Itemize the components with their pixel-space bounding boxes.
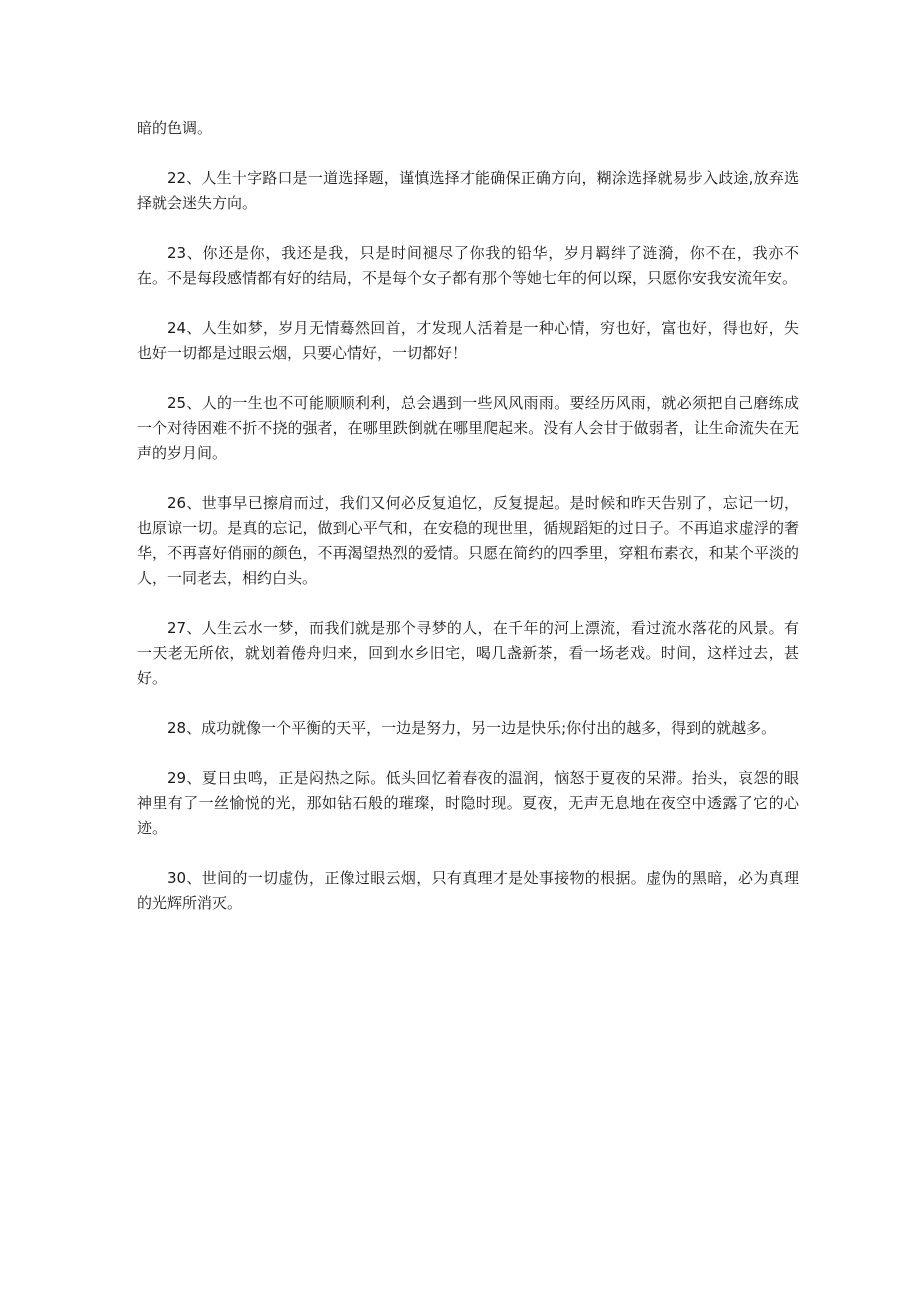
paragraph-25: 25、人的一生也不可能顺顺利利，总会遇到一些风风雨雨。要经历风雨，就必须把自己磨练成一个对待困难不折不挠的强者，在哪里跌倒就在哪里爬起来。没有人会甘于做弱者，让生命流失在无声的岁月间。 (137, 394, 799, 462)
paragraph-27: 27、人生云水一梦，而我们就是那个寻梦的人，在千年的河上漂流，看过流水落花的风景。有一天老无所依，就划着倦舟归来，回到水乡旧宅，喝几盏新茶，看一场老戏。时间，这样过去，甚好。 (137, 619, 799, 687)
paragraph-24: 24、人生如梦，岁月无情蓦然回首，才发现人活着是一种心情，穷也好，富也好，得也好，失也好一切都是过眼云烟，只要心情好，一切都好！ (137, 319, 799, 362)
paragraph-22: 22、人生十字路口是一道选择题，谨慎选择才能确保正确方向，糊涂选择就易步入歧途,放弃选择就会迷失方向。 (137, 169, 799, 212)
paragraph-26: 26、世事早已擦肩而过，我们又何必反复追忆，反复提起。是时候和昨天告别了，忘记一切，也原谅一切。是真的忘记，做到心平气和，在安稳的现世里，循规蹈矩的过日子。不再追求虚浮的奢华，不再喜好俏丽的颜色，不再渴望热烈的爱情。只愿在简约的四季里，穿粗布素衣，和某个平淡的人，一同老去，相约白头。 (137, 494, 799, 587)
paragraph-30: 30、世间的一切虚伪，正像过眼云烟，只有真理才是处事接物的根据。虚伪的黑暗，必为真理的光辉所消灭。 (137, 869, 799, 912)
paragraph-23: 23、你还是你，我还是我，只是时间褪尽了你我的铅华，岁月羁绊了涟漪，你不在，我亦不在。不是每段感情都有好的结局，不是每个女子都有那个等她七年的何以琛，只愿你安我安流年安。 (137, 244, 799, 287)
paragraph-28: 28、成功就像一个平衡的天平，一边是努力，另一边是快乐;你付出的越多，得到的就越多。 (167, 719, 777, 737)
document-body (137, 116, 799, 941)
paragraph-29: 29、夏日虫鸣，正是闷热之际。低头回忆着春夜的温润，恼怒于夏夜的呆滞。抬头，哀怨的眼神里有了一丝愉悦的光，那如钻石般的璀璨，时隐时现。夏夜，无声无息地在夜空中透露了它的心迹。 (137, 769, 799, 837)
paragraph-continuation: 暗的色调。 (137, 119, 213, 137)
